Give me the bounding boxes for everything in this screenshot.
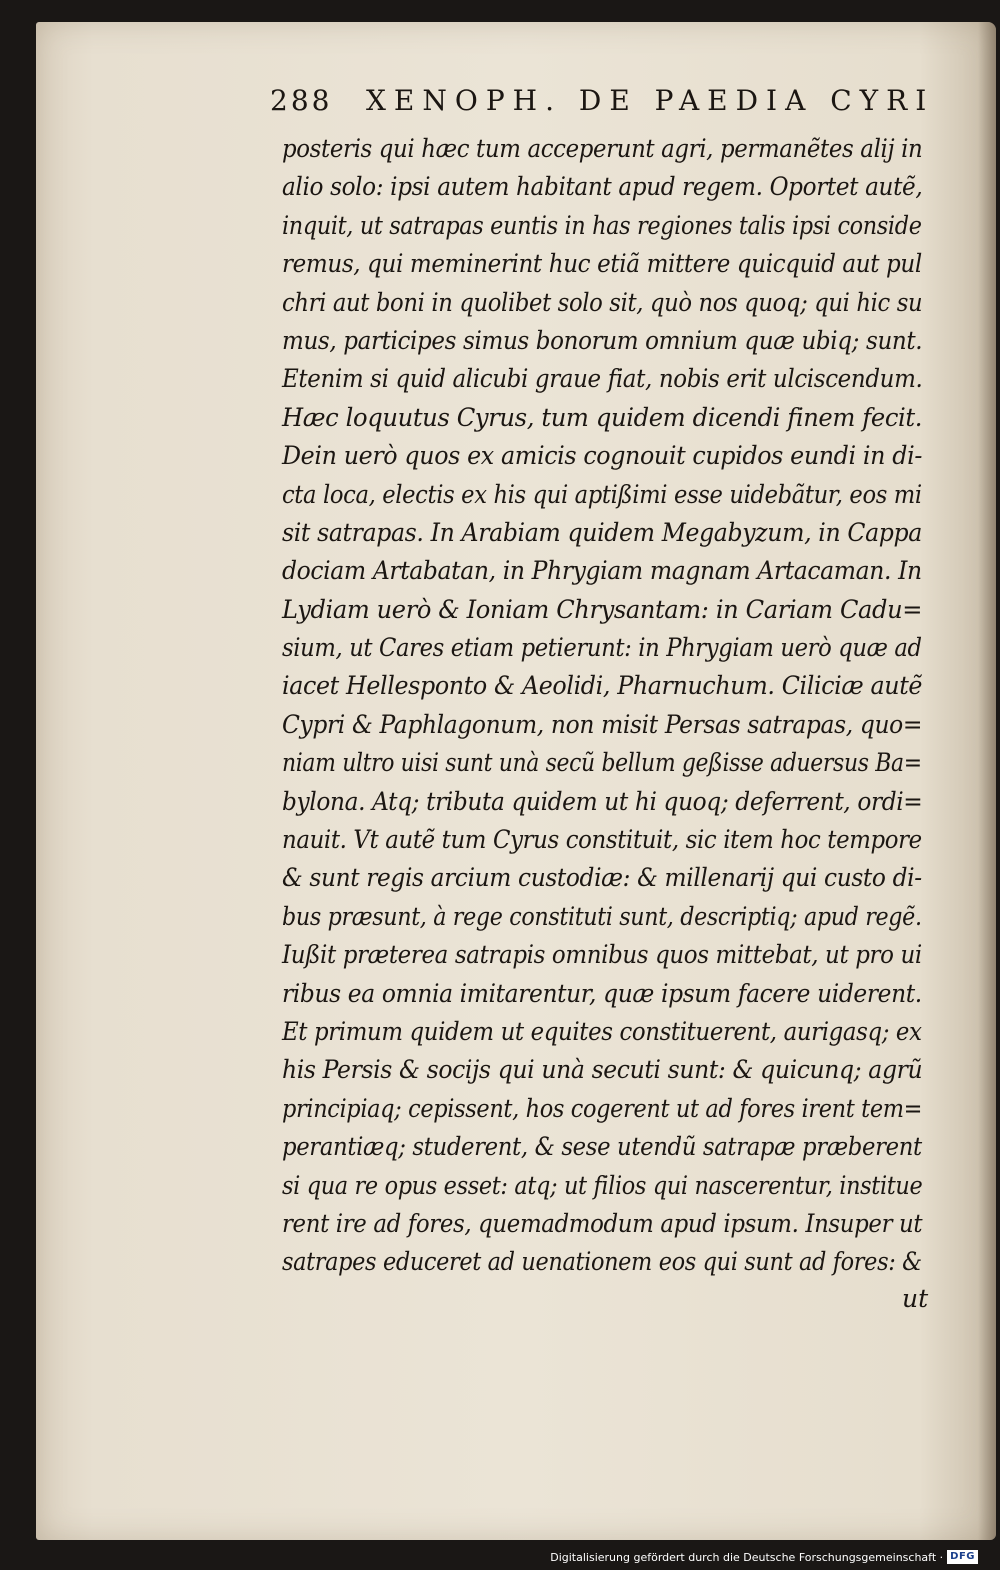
text-line: Iußit præterea satrapis omnibus quos mittebat, ut pro ui xyxy=(282,940,922,970)
text-line: nauit. Vt autẽ tum Cyrus constituit, sic item hoc tempore xyxy=(282,825,922,855)
catchword: ut xyxy=(902,1284,929,1313)
credit-text: Digitalisierung gefördert durch die Deutsche Forschungsgemeinschaft · xyxy=(550,1550,944,1564)
text-line: Dein uerò quos ex amicis cognouit cupidos eundi in di- xyxy=(282,441,922,471)
text-line: bus præsunt, à rege constituti sunt, descriptiq; apud regẽ. xyxy=(282,901,922,931)
digitization-credit xyxy=(550,1547,978,1567)
text-line: & sunt regis arcium custodiæ: & millenarij qui custo di- xyxy=(282,863,922,893)
text-line: si qua re opus esset: atq; ut filios qui nascerentur, institue xyxy=(282,1170,923,1200)
text-line: chri aut boni in quolibet solo sit, quò nos quoq; qui hic su xyxy=(282,287,923,317)
text-line: posteris qui hæc tum acceperunt agri, permanẽtes alij in xyxy=(282,134,923,163)
dfg-logo[interactable]: DFG xyxy=(947,1550,978,1564)
page-number: 288 xyxy=(270,84,333,117)
running-title: XENOPH. DE PAEDIA CYRI xyxy=(366,84,935,117)
text-line: sium, ut Cares etiam petierunt: in Phrygiam uerò quæ ad xyxy=(282,633,922,663)
text-line: rent ire ad fores, quemadmodum apud ipsum. Insuper ut xyxy=(282,1208,923,1238)
text-line: Hæc loquutus Cyrus, tum quidem dicendi finem fecit. xyxy=(282,402,923,432)
text-line: cta loca, electis ex his qui aptißimi esse uidebãtur, eos mi xyxy=(282,479,922,509)
text-line: his Persis & socijs qui unà secuti sunt: & quicunq; agrũ xyxy=(282,1055,923,1085)
text-line: inquit, ut satrapas euntis in has regiones talis ipsi conside xyxy=(282,210,922,240)
text-line: mus, participes simus bonorum omnium quæ ubiq; sunt. xyxy=(282,325,923,355)
text-line: Lydiam uerò & Ioniam Chrysantam: in Cariam Cadu= xyxy=(282,594,923,624)
text-line: principiaq; cepissent, hos cogerent ut ad fores irent tem= xyxy=(282,1093,923,1123)
text-line: Cypri & Paphlagonum, non misit Persas satrapas, quo= xyxy=(282,709,923,739)
book-page xyxy=(36,22,996,1540)
text-line: perantiæq; studerent, & sese utendũ satrapæ præberent xyxy=(282,1132,922,1162)
running-head xyxy=(270,84,935,124)
text-line: dociam Artabatan, in Phrygiam magnam Artacaman. In xyxy=(282,556,922,586)
text-line: iacet Hellesponto & Aeolidi, Pharnuchum. Ciliciæ autẽ xyxy=(282,671,923,701)
text-line: bylona. Atq; tributa quidem ut hi quoq; deferrent, ordi= xyxy=(282,786,923,816)
text-line: remus, qui meminerint huc etiã mittere quicquid aut pul xyxy=(282,249,922,279)
text-line: niam ultro uisi sunt unà secũ bellum geßisse aduersus Ba= xyxy=(282,748,922,778)
text-line: alio solo: ipsi autem habitant apud regem. Oportet autẽ, xyxy=(282,172,923,202)
text-line: satrapes educeret ad uenationem eos qui sunt ad fores: & xyxy=(282,1247,922,1277)
text-line: ribus ea omnia imitarentur, quæ ipsum facere uiderent. xyxy=(282,978,922,1008)
text-line: sit satrapas. In Arabiam quidem Megabyzum, in Cappa xyxy=(282,517,922,547)
text-line: Et primum quidem ut equites constituerent, aurigasq; ex xyxy=(282,1016,922,1046)
body-text xyxy=(282,130,942,1282)
text-line: Etenim si quid alicubi graue fiat, nobis erit ulciscendum. xyxy=(282,364,923,394)
